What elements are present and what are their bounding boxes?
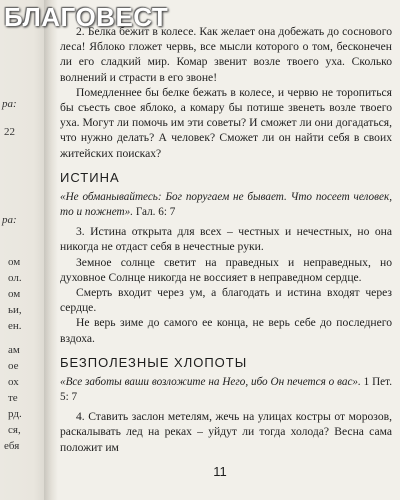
epigraph-hlopoty bbox=[60, 375, 392, 404]
left-fragment: рд. bbox=[8, 408, 22, 420]
section-heading-istina: ИСТИНА bbox=[60, 169, 120, 185]
epigraph-text: «Все заботы ваши возложите на Него, ибо Он печется о вас». bbox=[60, 376, 361, 389]
scripture-reference: Гал. 6: 7 bbox=[133, 205, 176, 218]
left-fragment: ом bbox=[8, 288, 21, 300]
scripture-reference: 1 Пет. 5: 7 bbox=[60, 376, 392, 403]
left-page-edge bbox=[0, 0, 48, 500]
left-fragment: ьи, bbox=[8, 304, 22, 316]
left-fragment: ен. bbox=[8, 320, 22, 332]
paragraph-2-continued: Помедленнее бы белке бежать в колесе, и червю не торопиться бы съесть свое яблоко, а комару бы потише звенеть возле твоего уха. Могут ли помочь им эти советы? И сможет ли они догадаться, что нужно делать? А человек? Сможет ли он найти себя в своих житейских поисках? bbox=[60, 85, 392, 160]
left-fragment: 22 bbox=[4, 126, 15, 138]
left-fragment: те bbox=[8, 392, 18, 404]
watermark-logo: БЛАГОВЕСТ bbox=[4, 2, 169, 32]
paragraph-3-b: Земное солнце светит на праведных и неправедных, но духовное Солнце никогда не воссияет в неправедном сердце. bbox=[60, 255, 392, 284]
left-fragment: ом bbox=[8, 256, 21, 268]
left-fragment: ра: bbox=[2, 98, 17, 110]
paragraph-2: 2. Белка бежит в колесе. Как желает она добежать до соснового леса! Яблоко гложет червь, все мысли которого о том, бесконечен ли его сладкий мир. Комар звенит возле твоего уха. Сколько волнений и страсти в его звоне! bbox=[60, 25, 392, 84]
left-fragment: ра: bbox=[2, 214, 17, 226]
left-fragment: ебя bbox=[4, 440, 20, 452]
paragraph-4: 4. Ставить заслон метелям, жечь на улицах костры от морозов, раскалывать лед на реках – уйдут ли тогда холода? Весна сама положит им bbox=[60, 410, 392, 454]
left-fragment: ох bbox=[8, 376, 19, 388]
left-fragment: ся, bbox=[8, 424, 21, 436]
left-fragment: ам bbox=[8, 344, 20, 356]
paragraph-3-c: Смерть входит через ум, а благодать и истина входят через сердце. bbox=[60, 286, 392, 315]
page-number: 11 bbox=[213, 464, 227, 479]
left-fragment: ое bbox=[8, 360, 19, 372]
left-fragment: ол. bbox=[8, 272, 22, 284]
page-content bbox=[60, 24, 392, 455]
epigraph-istina bbox=[60, 190, 392, 219]
paragraph-3: 3. Истина открыта для всех – честных и нечестных, но она никогда не отдаст себя в нечестные руки. bbox=[60, 225, 392, 254]
book-gutter bbox=[44, 0, 58, 500]
paragraph-3-d: Не верь зиме до самого ее конца, не верь себе до последнего вздоха. bbox=[60, 316, 392, 345]
section-heading-hlopoty: БЕЗПОЛЕЗНЫЕ ХЛОПОТЫ bbox=[60, 354, 248, 370]
epigraph-text: «Не обманывайтесь: Бог поругаем не бывает. Что посеет человек, то и пожнет». bbox=[60, 191, 392, 218]
